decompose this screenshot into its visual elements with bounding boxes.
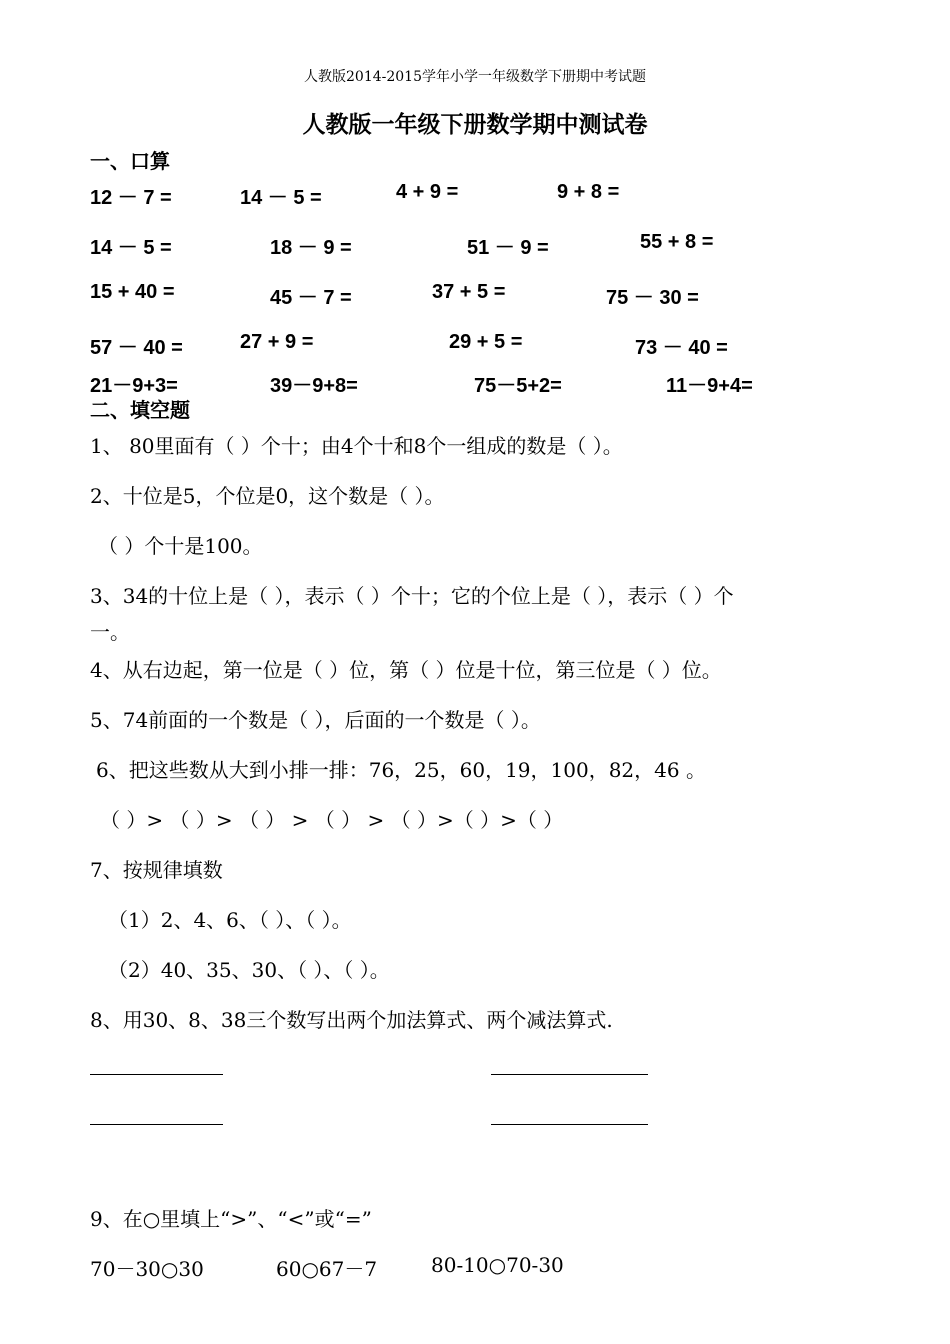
question-7-part-1: （1）2、4、6、（ ）、（ ）。	[108, 908, 352, 932]
question-9: 9、在○里填上“>”、“<”或“=”	[90, 1207, 372, 1231]
oral-item: 12 － 7 =	[90, 187, 172, 209]
question-6: 6、把这些数从大到小排一排：76，25，60，19，100，82，46 。	[96, 758, 706, 782]
section-heading-oral: 一、口算	[90, 151, 170, 173]
oral-item: 39－9+8=	[270, 375, 358, 397]
oral-item: 75－5+2=	[474, 375, 562, 397]
oral-item: 45 － 7 =	[270, 287, 352, 309]
oral-item: 11－9+4=	[666, 375, 753, 397]
answer-line[interactable]	[491, 1124, 648, 1125]
question-4: 4、从右边起，第一位是（ ）位，第（ ）位是十位，第三位是（ ）位。	[90, 658, 722, 682]
oral-item: 9 + 8 =	[557, 181, 620, 203]
oral-item: 73 － 40 =	[635, 337, 728, 359]
question-7-part-2: （2）40、35、30、（ ）、（ ）。	[108, 958, 390, 982]
oral-item: 55 + 8 =	[640, 231, 714, 253]
oral-item: 57 － 40 =	[90, 337, 183, 359]
answer-line[interactable]	[90, 1074, 223, 1075]
oral-item: 37 + 5 =	[432, 281, 506, 303]
oral-item: 51 － 9 =	[467, 237, 549, 259]
oral-item: 14 － 5 =	[240, 187, 322, 209]
running-header: 人教版2014-2015学年小学一年级数学下册期中考试题	[304, 69, 646, 85]
oral-item: 4 + 9 =	[396, 181, 459, 203]
page-title: 人教版一年级下册数学期中测试卷	[302, 111, 648, 138]
oral-item: 27 + 9 =	[240, 331, 314, 353]
oral-item: 18 － 9 =	[270, 237, 352, 259]
question-6-blanks: （ ）> （ ）> （ ） > （ ） > （ ）>（ ）>（ ）	[100, 808, 564, 832]
question-2: 2、十位是5，个位是0，这个数是（ ）。	[90, 484, 445, 508]
question-1: 1、 80里面有（ ）个十；由4个十和8个一组成的数是（ ）。	[90, 434, 623, 458]
question-3-continued: 一。	[90, 620, 130, 644]
question-3: 3、34的十位上是（ ），表示（ ）个十；它的个位上是（ ），表示（ ）个	[90, 584, 734, 608]
oral-item: 29 + 5 =	[449, 331, 523, 353]
answer-line[interactable]	[491, 1074, 648, 1075]
oral-item: 75 － 30 =	[606, 287, 699, 309]
oral-item: 14 － 5 =	[90, 237, 172, 259]
question-2-part-b: （ ）个十是100。	[98, 534, 263, 558]
oral-item: 15 + 40 =	[90, 281, 175, 303]
comparison-item: 80-10○70-30	[431, 1253, 564, 1277]
answer-line[interactable]	[90, 1124, 223, 1125]
question-7: 7、按规律填数	[90, 858, 223, 882]
comparison-item: 70－30○30	[90, 1257, 204, 1281]
question-8: 8、用30、8、38三个数写出两个加法算式、两个减法算式.	[90, 1008, 613, 1032]
comparison-item: 60○67－7	[276, 1257, 378, 1281]
oral-item: 21－9+3=	[90, 375, 178, 397]
section-heading-fill-blank: 二、填空题	[90, 400, 190, 422]
question-5: 5、74前面的一个数是（ ），后面的一个数是（ ）。	[90, 708, 541, 732]
